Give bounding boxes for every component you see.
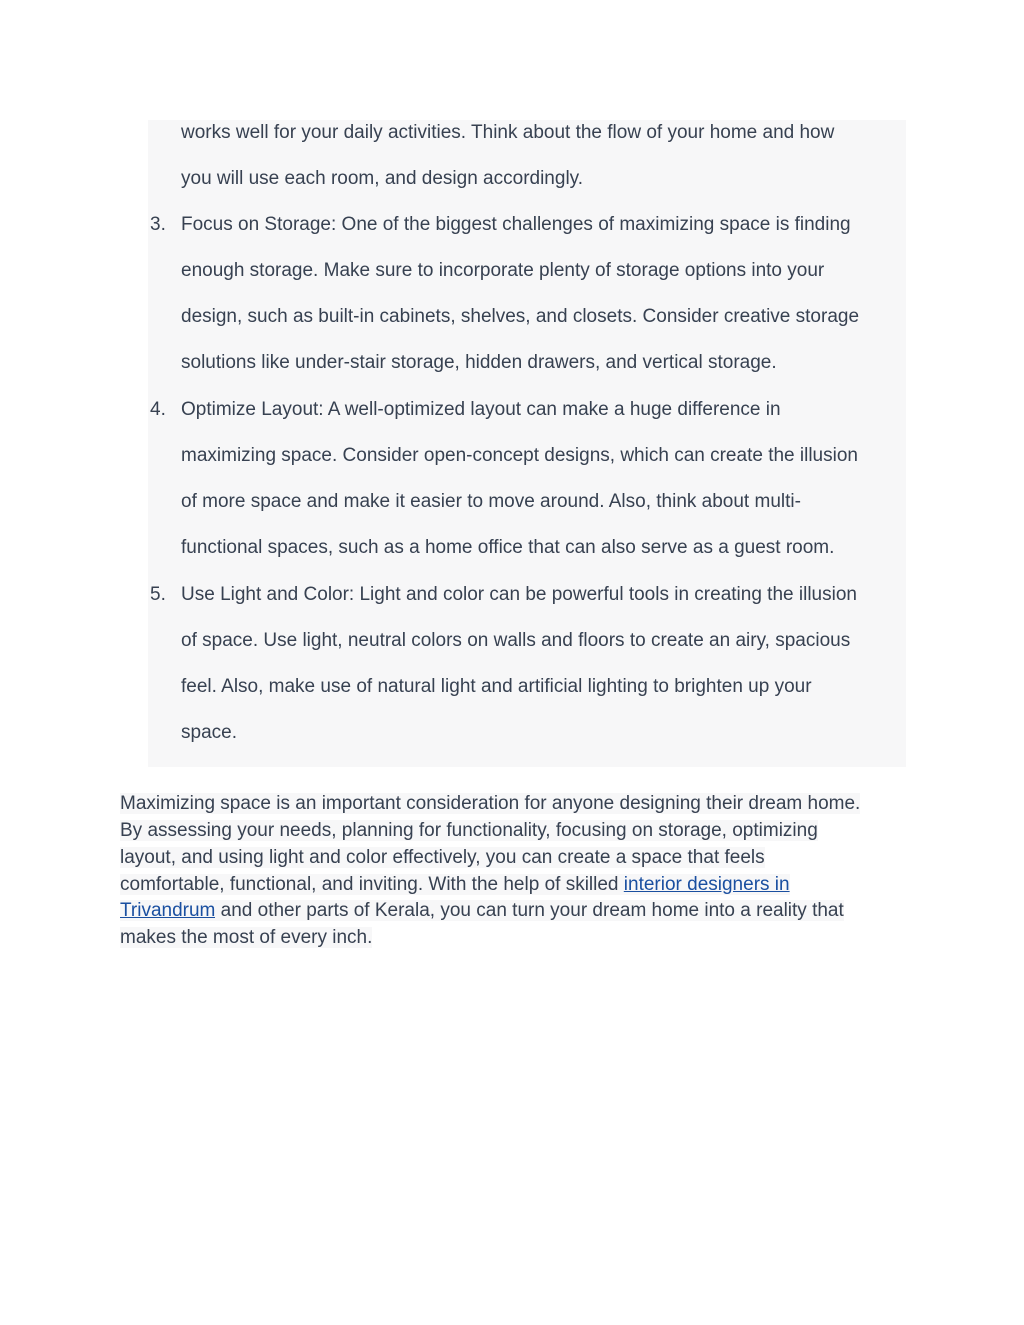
list-item-line: Use Light and Color: Light and color can be powerful tools in creating the illusion: [181, 584, 857, 605]
list-item-number: 3.: [150, 214, 166, 235]
list-item-number: 5.: [150, 584, 166, 605]
list-item-line: of more space and make it easier to move around. Also, think about multi-: [181, 491, 801, 512]
list-item-line: functional spaces, such as a home office that can also serve as a guest room.: [181, 537, 835, 558]
list-item-line: maximizing space. Consider open-concept designs, which can create the illusion: [181, 445, 858, 466]
summary-line: layout, and using light and color effectively, you can create a space that feels: [120, 847, 765, 868]
list-continuation-line: works well for your daily activities. Think about the flow of your home and how: [181, 122, 835, 143]
summary-line: By assessing your needs, planning for functionality, focusing on storage, optimizing: [120, 820, 818, 841]
list-item-line: solutions like under-stair storage, hidden drawers, and vertical storage.: [181, 352, 777, 373]
list-item-line: Optimize Layout: A well-optimized layout can make a huge difference in: [181, 399, 781, 420]
list-item-number: 4.: [150, 399, 166, 420]
list-item-line: enough storage. Make sure to incorporate plenty of storage options into your: [181, 260, 825, 281]
trivandrum-link[interactable]: Trivandrum: [120, 900, 216, 921]
summary-line: comfortable, functional, and inviting. With the help of skilled interior designers in: [120, 874, 790, 895]
summary-line: makes the most of every inch.: [120, 927, 373, 948]
list-item-line: Focus on Storage: One of the biggest challenges of maximizing space is finding: [181, 214, 851, 235]
summary-line: Maximizing space is an important consideration for anyone designing their dream home.: [120, 793, 861, 814]
list-item-line: space.: [181, 722, 237, 743]
interior-designers-link[interactable]: interior designers in: [623, 874, 790, 895]
list-item-line: design, such as built-in cabinets, shelves, and closets. Consider creative storage: [181, 306, 860, 327]
list-item-line: of space. Use light, neutral colors on walls and floors to create an airy, spacious: [181, 630, 851, 651]
list-continuation-line: you will use each room, and design accordingly.: [181, 168, 584, 189]
list-item-line: feel. Also, make use of natural light and artificial lighting to brighten up your: [181, 676, 812, 697]
summary-line: Trivandrum and other parts of Kerala, you can turn your dream home into a reality that: [120, 900, 844, 921]
